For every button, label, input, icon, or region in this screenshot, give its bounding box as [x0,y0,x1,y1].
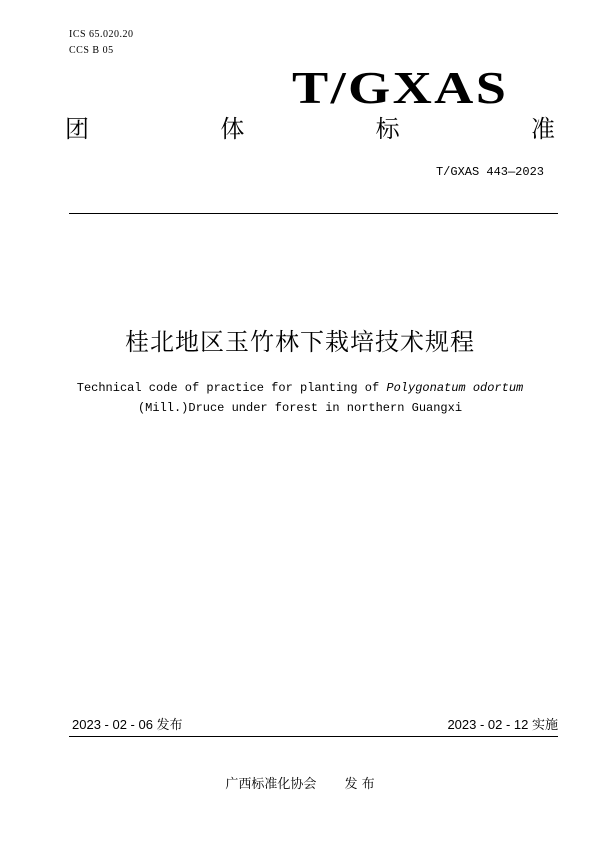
publish-label: 发 布 [344,777,375,792]
ccs-code: CCS B 05 [69,45,114,56]
chinese-title: 桂北地区玉竹林下栽培技术规程 [125,328,475,356]
standard-logo: T/GXAS [292,62,509,113]
publisher-name: 广西标准化协会 [225,777,317,792]
standard-type-char-2: 体 [220,115,245,143]
english-title-line-2: (Mill.)Druce under forest in northern Guangxi [137,401,463,415]
issue-date: 2023 - 02 - 06 发布 [72,717,183,732]
header-divider [69,213,558,214]
implementation-date: 2023 - 02 - 12 实施 [447,717,558,732]
english-title-line-1 [0,380,600,396]
ics-code: ICS 65.020.20 [69,29,134,40]
standard-type-char-3: 标 [375,115,400,143]
footer-divider [69,736,558,737]
standard-type-char-4: 准 [530,115,555,143]
standard-type-char-1: 团 [65,115,89,143]
publisher-line [0,777,600,793]
species-name: Polygonatum odortum [386,381,524,395]
standard-type-heading [60,114,560,144]
standard-number: T/GXAS 443—2023 [435,165,544,179]
english-title-prefix: Technical code of practice for planting of [76,381,387,395]
